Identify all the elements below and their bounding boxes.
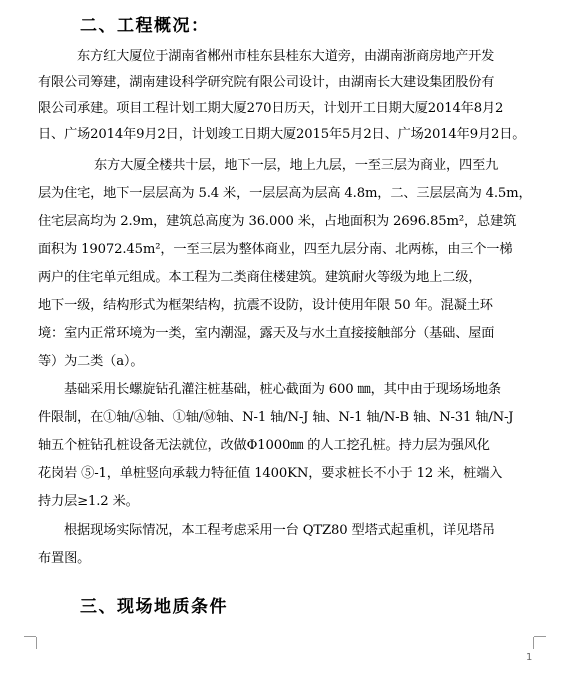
section-heading-overview: 二、工程概况： [80, 16, 210, 36]
text-line: 面积为 19072.45m²，一至三层为整体商业，四至九层分南、北两栋，由三个一梯 [38, 242, 513, 257]
text-line: 境：室内正常环境为一类，室内潮湿，露天及与水土直接接触部分（基础、屋面 [38, 326, 495, 341]
text-line: 等）为二类（a）。 [38, 354, 144, 369]
text-line: 东方大厦全楼共十层，地下一层，地上九层，一至三层为商业，四至九 [94, 158, 499, 173]
margin-mark-right-vertical [533, 637, 534, 649]
text-line: 基础采用长螺旋钻孔灌注桩基础，桩心截面为 600 ㎜，其中由于现场场地条 [64, 382, 501, 397]
text-line: 有限公司筹建，湖南建设科学研究院有限公司设计，由湖南长大建设集团股份有 [38, 75, 495, 90]
text-line: 东方红大厦位于湖南省郴州市桂东县桂东大道旁，由湖南浙商房地产开发 [77, 49, 495, 64]
text-line: 日、广场2014年9月2日，计划竣工日期大厦2015年5月2日、广场2014年9月2日。 [38, 127, 526, 142]
page-number: 1 [526, 652, 533, 663]
text-line: 两户的住宅单元组成。本工程为二类商住楼建筑。建筑耐火等级为地上二级， [38, 270, 482, 285]
section-heading-geology: 三、现场地质条件 [80, 597, 228, 617]
text-line: 件限制，在①轴/Ⓐ轴、①轴/Ⓜ轴、N-1 轴/N-J 轴、N-1 轴/N-B 轴、N-31 轴/N-J [38, 410, 514, 425]
text-line: 限公司承建。项目工程计划工期大厦270日历天，计划开工日期大厦2014年8月2 [38, 101, 504, 116]
margin-mark-left-vertical [36, 637, 37, 649]
text-line: 布置图。 [38, 551, 91, 566]
text-line: 花岗岩 ⑤-1，单桩竖向承载力特征值 1400KN，要求桩长不小于 12 米，桩端入 [38, 466, 503, 481]
text-line: 轴五个桩钻孔桩设备无法就位，改做Φ1000㎜ 的人工挖孔桩。持力层为强风化 [38, 438, 490, 453]
text-line: 持力层≥1.2 米。 [38, 494, 139, 509]
text-line: 根据现场实际情况，本工程考虑采用一台 QTZ80 型塔式起重机，详见塔吊 [64, 523, 495, 538]
margin-mark-left-horizontal [24, 636, 36, 637]
margin-mark-right-horizontal [534, 636, 546, 637]
text-line: 住宅层高均为 2.9m，建筑总高度为 36.000 米，占地面积为 2696.85m²，总建筑 [38, 214, 517, 229]
text-line: 层为住宅，地下一层层高为 5.4 米，一层层高为层高 4.8m，二、三层层高为 4.5m， [38, 186, 532, 201]
text-line: 地下一级，结构形式为框架结构，抗震不设防，设计使用年限 50 年。混凝土环 [38, 298, 493, 313]
